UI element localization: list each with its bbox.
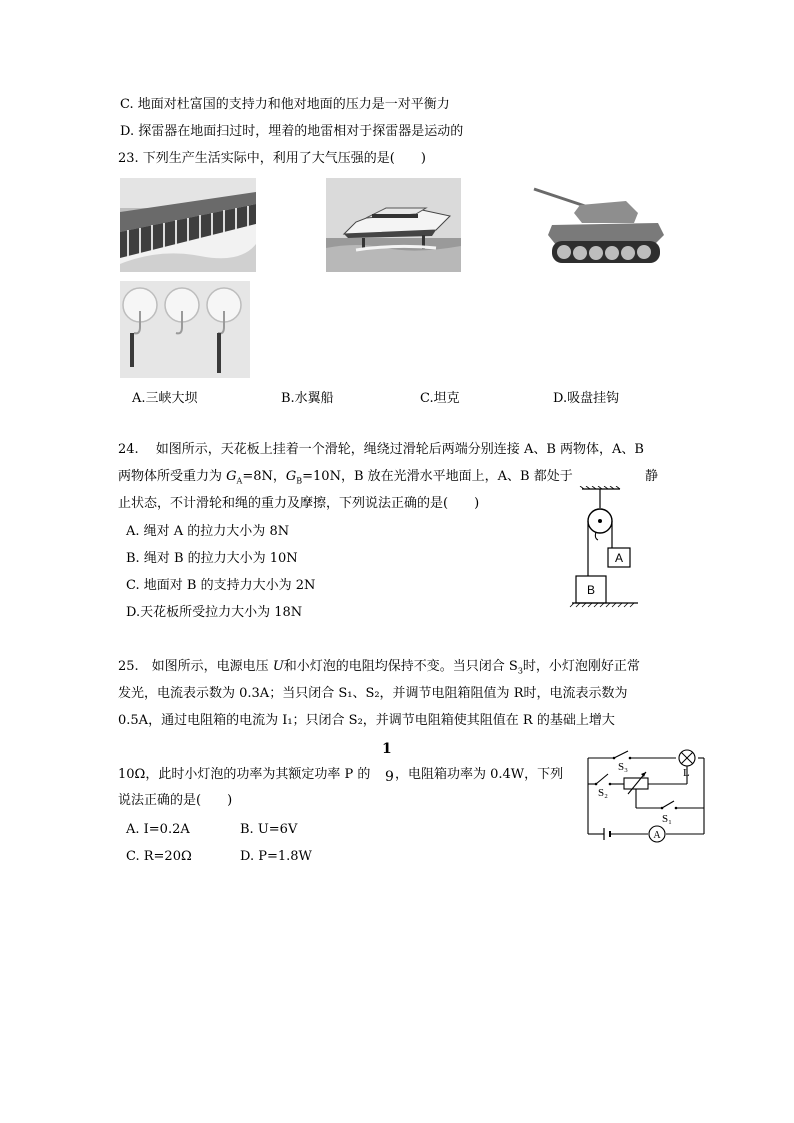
q23-option-d: D.吸盘挂钩	[553, 391, 620, 406]
dam-photo	[120, 178, 256, 272]
label-l: L	[683, 767, 690, 779]
q23-option-a: A.三峡大坝	[132, 391, 198, 406]
switch-s2	[596, 774, 608, 784]
q23-stem: 23. 下列生产生活实际中，利用了大气压强的是( )	[118, 151, 426, 166]
q22-option-d: D. 探雷器在地面扫过时，埋着的地雷相对于探雷器是运动的	[120, 124, 464, 139]
q25-stem-line5: 说法正确的是( )	[118, 793, 233, 808]
q25-option-a: A. I=0.2A	[126, 822, 190, 837]
q25-option-d: D. P=1.8W	[240, 849, 312, 864]
q23-option-b: B.水翼船	[281, 391, 334, 406]
q24-stem-line3: 止状态，不计滑轮和绳的重力及摩擦，下列说法正确的是( )	[118, 496, 480, 511]
label-ammeter: A	[653, 830, 661, 841]
q24-option-c: C. 地面对 B 的支持力大小为 2N	[126, 578, 316, 593]
q24-stem-line2-end: 静	[645, 469, 659, 484]
q25-option-b: B. U=6V	[240, 822, 298, 837]
q25-stem-line2: 发光，电流表示数为 0.3A；当只闭合 S₁、S₂，并调节电阻箱阻值为 R时，电流表示数为	[118, 686, 628, 701]
switch-s3	[614, 751, 628, 758]
tank-photo	[530, 183, 672, 272]
pulley-diagram	[568, 486, 640, 612]
hydrofoil-photo	[326, 178, 461, 272]
block-a-label: A	[614, 551, 624, 565]
circuit-diagram	[578, 744, 712, 848]
block-b-label: B	[586, 583, 596, 597]
q24-stem-line1: 24. 如图所示，天花板上挂着一个滑轮，绳绕过滑轮后两端分别连接 A、B 两物体，A、B	[118, 442, 644, 457]
label-s2: S₂	[598, 787, 608, 799]
q24-option-d: D.天花板所受拉力大小为 18N	[126, 605, 303, 620]
q25-stem-line1: 25. 如图所示，电源电压 U和小灯泡的电阻均保持不变。当只闭合 $S_3$时，小灯泡刚好正常	[118, 659, 640, 676]
q23-option-c: C.坦克	[420, 391, 460, 406]
q24-option-b: B. 绳对 B 的拉力大小为 10N	[126, 551, 298, 566]
label-s1: S₁	[662, 813, 672, 825]
suction-hook-photo	[120, 281, 250, 378]
q25-stem-line4b: ，电阻箱功率为 0.4W，下列	[395, 767, 564, 782]
switch-s1	[662, 801, 674, 808]
q25-option-c: C. R=20Ω	[126, 849, 192, 864]
fraction-numerator: 1	[382, 741, 392, 757]
q24-stem-line2: 两物体所受重力为 $G_A=8N$，$G_B=10N$，B 放在光滑水平地面上，A、B 都处于	[118, 469, 573, 486]
q24-option-a: A. 绳对 A 的拉力大小为 8N	[126, 524, 290, 539]
q22-option-c: C. 地面对杜富国的支持力和他对地面的压力是一对平衡力	[120, 97, 450, 112]
fraction-denominator: 9	[385, 769, 394, 785]
label-s3: S₃	[618, 761, 628, 773]
q25-stem-line3: 0.5A，通过电阻箱的电流为 I₁；只闭合 S₂，并调节电阻箱使其阻值在 R 的基础上增大	[118, 713, 615, 728]
q25-stem-line4a: 10Ω，此时小灯泡的功率为其额定功率 P 的	[118, 767, 371, 782]
